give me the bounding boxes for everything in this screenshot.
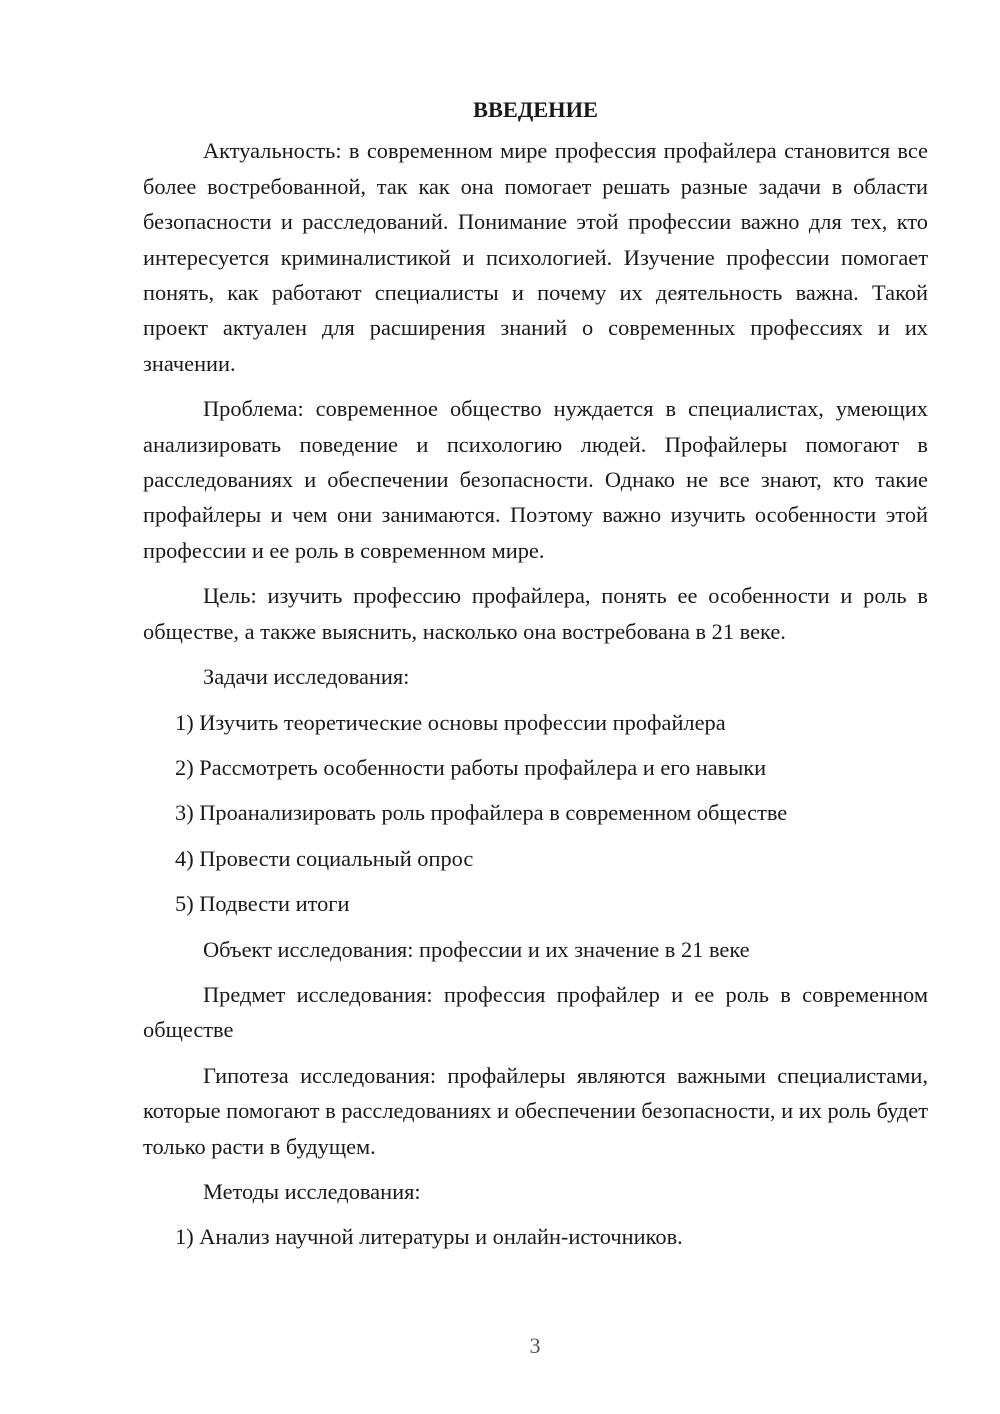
tasks-heading: Задачи исследования: xyxy=(203,664,410,690)
task-item-1: 1) Изучить теоретические основы профессии профайлера xyxy=(175,709,726,735)
methods-heading: Методы исследования: xyxy=(203,1178,421,1204)
task-item-2: 2) Рассмотреть особенности работы профайлера и его навыки xyxy=(175,754,767,780)
task-item-4: 4) Провести социальный опрос xyxy=(175,845,474,871)
page-number: 3 xyxy=(529,1333,541,1358)
method-item-1: 1) Анализ научной литературы и онлайн-источников. xyxy=(175,1224,683,1250)
paragraph-hypothesis: Гипотеза исследования: профайлеры являются важными специалистами, которые помогают в расследованиях и обеспечении безопасности, и их роль будет только расти в будущем. xyxy=(143,1062,929,1159)
paragraph-relevance: Актуальность: в современном мире профессия профайлера становится все более востребованной, так как она помогает решать разные задачи в области безопасности и расследований. Понимание этой профессии важно для тех, кто интересуется криминалистикой и психологией. Изучение профессии помогает понять, как работают специалисты и почему их деятельность важна. Такой проект актуален для расширения знаний о современных профессиях и их значении. xyxy=(143,138,928,376)
paragraph-subject: Предмет исследования: профессия профайлер и ее роль в современном обществе xyxy=(143,981,928,1043)
paragraph-object: Объект исследования: профессии и их значение в 21 веке xyxy=(203,936,750,962)
page-content xyxy=(143,92,928,1255)
task-item-3: 3) Проанализировать роль профайлера в современном обществе xyxy=(175,800,788,826)
paragraph-problem: Проблема: современное общество нуждается в специалистах, умеющих анализировать поведение и психологию людей. Профайлеры помогают в расследованиях и обеспечении безопасности. Однако не все знают, кто такие профайлеры и чем они занимаются. Поэтому важно изучить особенности этой профессии и ее роль в современном мире. xyxy=(143,396,928,563)
paragraph-goal: Цель: изучить профессию профайлера, понять ее особенности и роль в обществе, а также выяснить, насколько она востребована в 21 веке. xyxy=(143,583,928,644)
task-item-5: 5) Подвести итоги xyxy=(175,891,350,917)
section-title: ВВЕДЕНИЕ xyxy=(473,97,598,122)
